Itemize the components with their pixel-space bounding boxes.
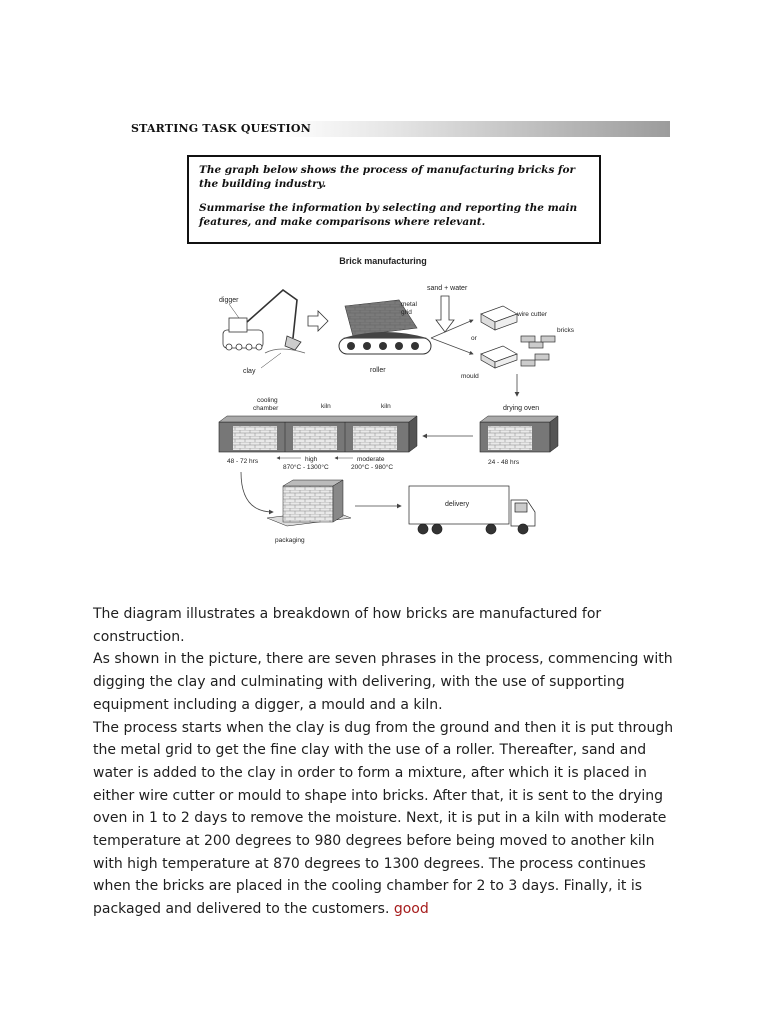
clay-label: clay — [243, 368, 256, 375]
sand-water-arrow — [436, 296, 454, 332]
flow-arrow — [308, 311, 328, 331]
sand-water-label: sand + water — [427, 285, 468, 292]
grader-comment: good — [393, 901, 429, 918]
metal-grid-label-2: grid — [401, 309, 412, 316]
kiln-tunnel-illustration — [219, 416, 417, 452]
drying-oven-label: drying oven — [503, 405, 540, 412]
delivery-truck-illustration — [409, 486, 535, 534]
essay-response — [93, 603, 683, 921]
moderate-label: moderate — [357, 456, 385, 463]
task-instruction-line: Summarise the information by selecting and reporting the main features, and make comparisons where relevant. — [199, 202, 578, 228]
cooling-chamber-label-1: cooling — [257, 397, 278, 404]
or-label: or — [471, 335, 477, 342]
cooling-chamber-label-2: chamber — [253, 405, 279, 412]
high-temp-label: 870°C - 1300°C — [283, 464, 329, 471]
drying-oven-illustration — [480, 416, 558, 452]
essay-body — [93, 717, 683, 921]
cooling-time-label: 48 - 72 hrs — [227, 458, 259, 465]
packaging-label: packaging — [275, 537, 305, 544]
wire-cutter-label: wire cutter — [517, 311, 547, 318]
high-label: high — [305, 456, 318, 463]
essay-body-text: The process starts when the clay is dug from the ground and then it is put through the metal grid to get the fine clay with the use of a roller. Thereafter, sand and water is added to the clay in order to form a mixture, after which it is placed in either wire cutter or mould to shape into bricks. After that, it is sent to the drying oven in 1 to 2 days to remove the moisture. Next, it is put in a kiln with moderate temperature at 200 degrees to 980 degrees before being moved to another kiln with high temperature at 870 degrees to 1300 degrees. The process continues when the bricks are placed in the cooling chamber for 2 to 3 days. Finally, it is packaged and delivered to the customers. — [93, 719, 674, 918]
bricks-label: bricks — [557, 327, 574, 334]
drying-time-label: 24 - 48 hrs — [488, 459, 520, 466]
flow-arrow-to-packaging — [241, 472, 273, 512]
delivery-label: delivery — [445, 501, 470, 508]
metal-grid-label-1: metal — [401, 301, 417, 308]
packaging-illustration — [267, 480, 351, 526]
roller-label: roller — [370, 367, 386, 374]
kiln-label-high: kiln — [321, 403, 331, 410]
moderate-temp-label: 200°C - 980°C — [351, 464, 394, 471]
essay-overview: As shown in the picture, there are seven phrases in the process, commencing with digging the clay and culminating with delivering, with the use of supporting equipment including a digger, a mould and a kiln. — [93, 651, 673, 713]
task-prompt-line: The graph below shows the process of manufacturing bricks for the building industry. — [199, 164, 576, 190]
diagram-title: Brick manufacturing — [339, 256, 427, 266]
digger-label: digger — [219, 297, 239, 304]
brick-manufacturing-diagram — [205, 250, 575, 550]
essay-intro: The diagram illustrates a breakdown of how bricks are manufactured for construction. — [93, 606, 602, 645]
task-prompt-box — [187, 155, 601, 244]
metal-grid-roller-illustration — [339, 300, 431, 354]
mould-label: mould — [461, 373, 479, 380]
page-heading: STARTING TASK QUESTION — [131, 122, 311, 135]
kiln-label-moderate: kiln — [381, 403, 391, 410]
